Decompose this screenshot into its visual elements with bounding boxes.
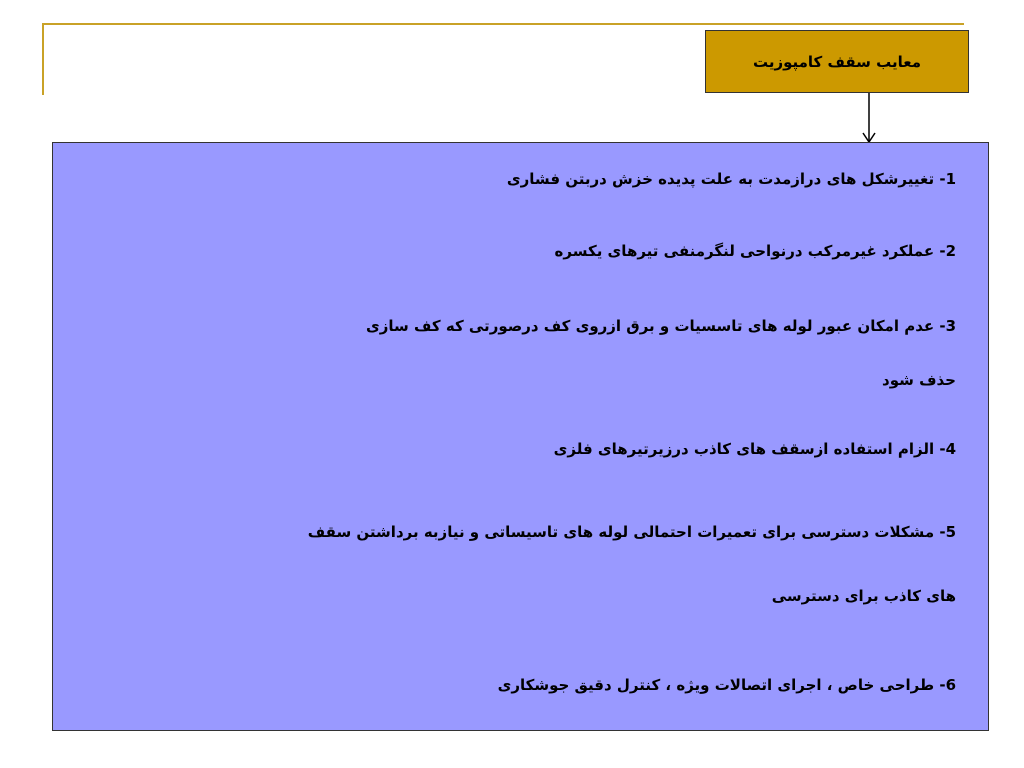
item-5: 5- مشکلات دسترسی برای تعمیرات احتمالی لوله های تاسیساتی و نیازبه برداشتن سقف xyxy=(307,523,956,541)
title-box xyxy=(705,30,969,93)
item-2: 2- عملکرد غیرمرکب درنواحی لنگرمنفی تیرهای یکسره xyxy=(554,242,956,260)
item-3-continued: حذف شود xyxy=(882,371,956,389)
slide-title: معایب سقف کامپوزیت xyxy=(752,52,922,71)
item-5-continued: های کاذب برای دسترسی xyxy=(771,587,956,605)
item-1: 1- تغییرشکل های درازمدت به علت پدیده خزش دربتن فشاری xyxy=(506,170,956,188)
frame-top-line xyxy=(42,23,964,25)
item-6: 6- طراحی خاص ، اجرای اتصالات ویژه ، کنترل دقیق جوشکاری xyxy=(497,676,956,694)
frame-left-line xyxy=(42,23,44,95)
content-box xyxy=(52,142,989,731)
arrow-down-icon xyxy=(862,93,876,143)
item-4: 4- الزام استفاده ازسقف های کاذب درزیرتیرهای فلزی xyxy=(553,440,956,458)
item-3: 3- عدم امکان عبور لوله های تاسسیات و برق ازروی کف درصورتی که کف سازی xyxy=(366,317,956,335)
